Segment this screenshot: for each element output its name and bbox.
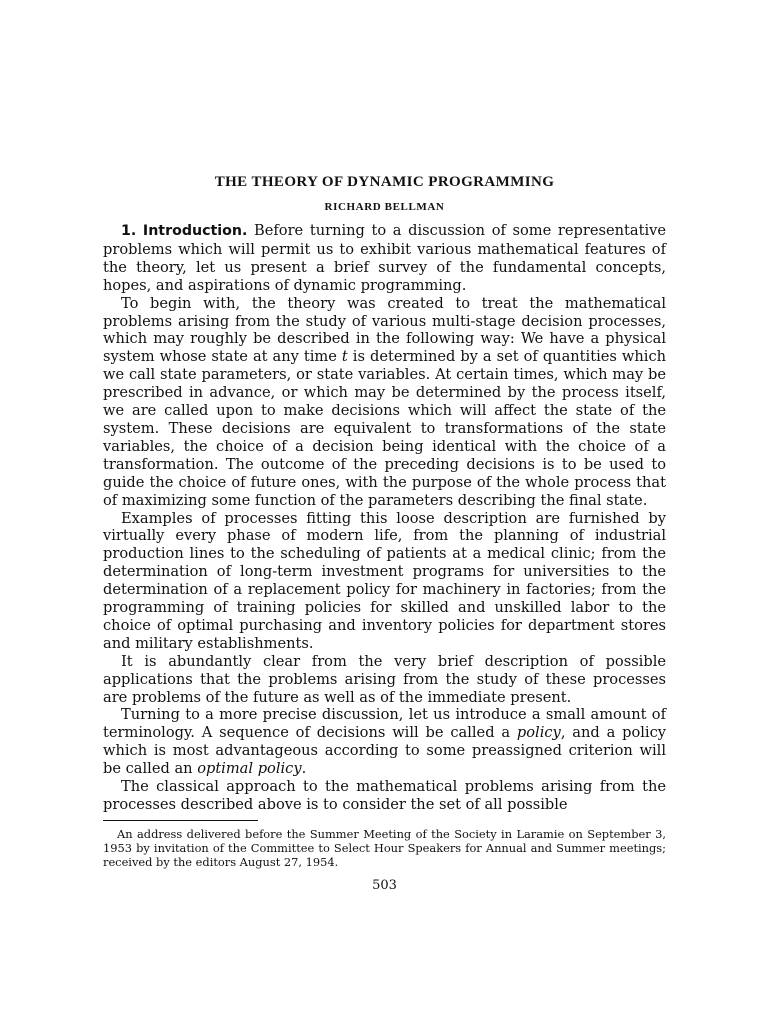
paragraph-2-text-b: is determined by a set of quantities which we call state parameters, or state variables. At certain times, which may be prescribed in advance, or which may be determined by the process itself, we are called upon to make decisions which will affect the state of the system. These decisions are equivalent to transformations of the state variables, the choice of a decision being identical with the choice of a transformation. The outcome of the preceding decisions is to be used to guide the choice of future ones, with the purpose of the whole process that of maximizing some function of the parameters describing the final state. — [103, 348, 667, 509]
body-text — [103, 222, 666, 814]
footnote-rule — [103, 820, 258, 821]
term-policy: policy — [516, 724, 561, 742]
paragraph-5-text-a: Turning to a more precise discussion, let us introduce a small amount of terminology. A sequence of decisions will be called a — [103, 706, 666, 742]
paragraph-5-text-b: , and a policy which is most advantageous according to some preassigned criterion will be called an — [103, 724, 666, 778]
author-name: RICHARD BELLMAN — [324, 201, 445, 213]
paragraph-1-text: Before turning to a discussion of some representative problems which will permit us to exhibit various mathematical features of the theory, let us present a brief survey of the fundamental concepts, hopes, and aspirations of dynamic programming. — [103, 222, 666, 294]
footnote-text: An address delivered before the Summer Meeting of the Society in Laramie on September 3, 1953 by invitation of the Committee to Select Hour Speakers for Annual and Summer meetings; received by the editors August 27, 1954. — [103, 826, 666, 869]
variable-t: t — [341, 348, 348, 366]
paragraph-6: The classical approach to the mathematical problems arising from the processes described above is to consider the set of all possible — [103, 778, 666, 813]
term-optimal-policy: optimal policy — [197, 760, 302, 778]
paragraph-1 — [103, 222, 666, 295]
paper-page — [103, 174, 666, 893]
paragraph-2 — [103, 295, 666, 510]
section-heading: Introduction. — [142, 223, 248, 239]
paragraph-2-text-a: To begin with, the theory was created to treat the mathematical problems arising from the study of various multi-stage decision processes, which may roughly be described in the following way: We have a physical system whose state at any time — [103, 294, 666, 366]
paragraph-3: Examples of processes fitting this loose description are furnished by virtually every phase of modern life, from the planning of industrial production lines to the scheduling of patients at a medical clinic; from the determination of long-term investment programs for universities to the determination of a replacement policy for machinery in factories; from the programming of training policies for skilled and unskilled labor to the choice of optimal purchasing and inventory policies for department stores and military establishments. — [103, 509, 666, 652]
paragraph-4: It is abundantly clear from the very brief description of possible applications that the problems arising from the study of these processes are problems of the future as well as of the immediate present. — [103, 652, 666, 706]
footnote — [103, 827, 666, 869]
page-number: 503 — [372, 877, 397, 893]
paragraph-5-text-c: . — [301, 760, 307, 778]
paper-title: THE THEORY OF DYNAMIC PROGRAMMING — [214, 174, 555, 190]
paragraph-5 — [103, 706, 666, 778]
section-number: 1. — [121, 223, 137, 239]
